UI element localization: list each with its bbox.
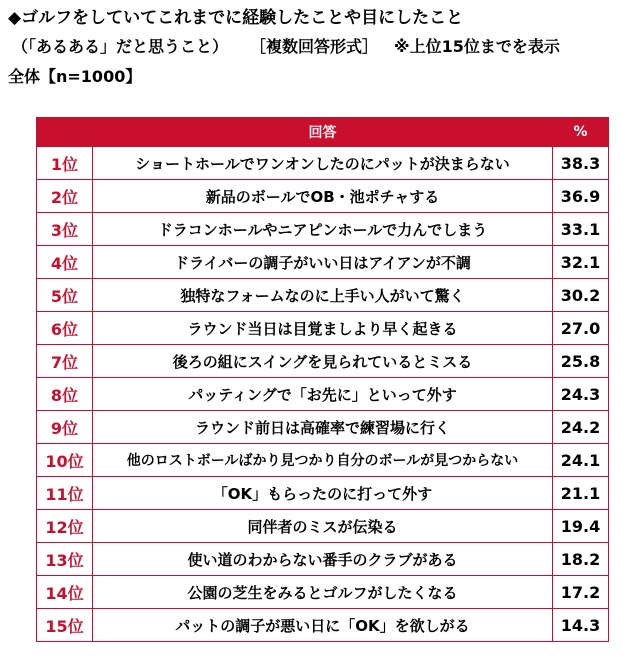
table-row: [37, 378, 609, 411]
table-row: [37, 411, 609, 444]
subtitle-row: [8, 32, 638, 62]
answer-cell: 新品のボールでOB・池ポチャする: [93, 180, 553, 213]
table-row: [37, 477, 609, 510]
header-answer: 回答: [93, 118, 553, 147]
percent-cell: 18.2: [553, 543, 609, 576]
page-header: [8, 4, 638, 92]
percent-cell: 24.3: [553, 378, 609, 411]
ranking-table: [36, 117, 609, 642]
answer-cell: ドラコンホールやニアピンホールで力んでしまう: [93, 213, 553, 246]
table-row: [37, 312, 609, 345]
percent-cell: 24.1: [553, 444, 609, 477]
rank-cell: 2位: [37, 180, 93, 213]
table-row: [37, 510, 609, 543]
answer-cell: 「OK」もらったのに打って外す: [93, 477, 553, 510]
percent-cell: 25.8: [553, 345, 609, 378]
rank-cell: 13位: [37, 543, 93, 576]
table-row: [37, 180, 609, 213]
answer-cell: ショートホールでワンオンしたのにパットが決まらない: [93, 147, 553, 180]
rank-cell: 4位: [37, 246, 93, 279]
table-row: [37, 444, 609, 477]
rank-cell: 3位: [37, 213, 93, 246]
answer-cell: パットの調子が悪い日に「OK」を欲しがる: [93, 609, 553, 642]
answer-cell: 公園の芝生をみるとゴルフがしたくなる: [93, 576, 553, 609]
table-row: [37, 543, 609, 576]
rank-cell: 10位: [37, 444, 93, 477]
answer-cell: ラウンド前日は高確率で練習場に行く: [93, 411, 553, 444]
rank-cell: 11位: [37, 477, 93, 510]
rank-cell: 1位: [37, 147, 93, 180]
percent-cell: 24.2: [553, 411, 609, 444]
table-row: [37, 279, 609, 312]
percent-cell: 27.0: [553, 312, 609, 345]
sample-size: 全体【n=1000】: [8, 67, 142, 86]
table-row: [37, 147, 609, 180]
header-percent: %: [553, 118, 609, 147]
percent-cell: 30.2: [553, 279, 609, 312]
table-row: [37, 609, 609, 642]
table-row: [37, 345, 609, 378]
answer-cell: 使い道のわからない番手のクラブがある: [93, 543, 553, 576]
percent-cell: 19.4: [553, 510, 609, 543]
answer-format: ［複数回答形式］: [250, 37, 379, 56]
rank-cell: 7位: [37, 345, 93, 378]
rank-cell: 12位: [37, 510, 93, 543]
percent-cell: 14.3: [553, 609, 609, 642]
answer-cell: 独特なフォームなのに上手い人がいて驚く: [93, 279, 553, 312]
rank-cell: 14位: [37, 576, 93, 609]
percent-cell: 17.2: [553, 576, 609, 609]
rank-cell: 8位: [37, 378, 93, 411]
table-row: [37, 213, 609, 246]
percent-cell: 38.3: [553, 147, 609, 180]
percent-cell: 21.1: [553, 477, 609, 510]
table-header-row: [37, 118, 609, 147]
answer-cell: パッティングで「お先に」といって外す: [93, 378, 553, 411]
rank-cell: 6位: [37, 312, 93, 345]
display-note: ※上位15位までを表示: [394, 37, 560, 56]
rank-cell: 5位: [37, 279, 93, 312]
rank-cell: 9位: [37, 411, 93, 444]
page-subtitle: （「あるある」だと思うこと）: [12, 37, 229, 56]
answer-cell: 後ろの組にスイングを見られているとミスる: [93, 345, 553, 378]
answer-cell: ドライバーの調子がいい日はアイアンが不調: [93, 246, 553, 279]
page-title: ◆ゴルフをしていてこれまでに経験したことや目にしたこと: [8, 8, 464, 28]
answer-cell: 同伴者のミスが伝染る: [93, 510, 553, 543]
table-row: [37, 576, 609, 609]
answer-cell: 他のロストボールばかり見つかり自分のボールが見つからない: [93, 444, 553, 477]
rank-cell: 15位: [37, 609, 93, 642]
header-rank: [37, 118, 93, 147]
percent-cell: 36.9: [553, 180, 609, 213]
percent-cell: 33.1: [553, 213, 609, 246]
percent-cell: 32.1: [553, 246, 609, 279]
table-row: [37, 246, 609, 279]
answer-cell: ラウンド当日は目覚ましより早く起きる: [93, 312, 553, 345]
